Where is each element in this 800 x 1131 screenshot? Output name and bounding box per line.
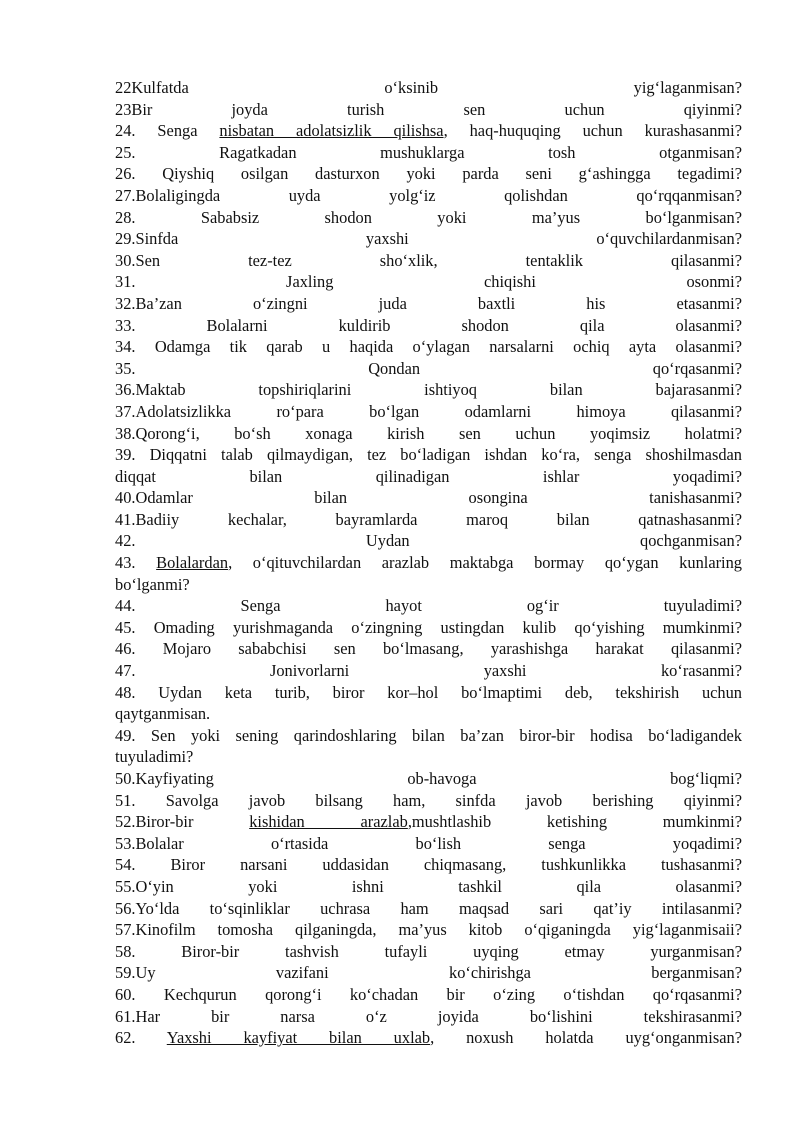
line-text-before: 62.: [115, 1028, 167, 1048]
line-text-after: , noxush holatda uyg‘onganmisan?: [430, 1028, 742, 1048]
text-line: 36.Maktab topshiriqlarini ishtiyoq bilan bajarasanmi?: [115, 380, 742, 400]
line-text-after: , haq-huquqing uchun kurashasanmi?: [443, 121, 742, 141]
text-line: 35. Qondan qo‘rqasanmi?: [115, 358, 742, 378]
text-line: 34. Odamga tik qarab u haqida o‘ylagan narsalarni ochiq ayta olasanmi?: [115, 337, 742, 357]
text-line: 27.Bolaligingda uyda yolg‘iz qolishdan qo‘rqqanmisan?: [115, 185, 742, 205]
text-line: 49. Sen yoki sening qarindoshlaring bilan ba’zan biror-bir hodisa bo‘ladigandek: [115, 725, 742, 745]
line-text-after: , o‘qituvchilardan arazlab maktabga bormay qo‘ygan kunlaring: [228, 553, 742, 573]
text-line: 50.Kayfiyating ob-havoga bog‘liqmi?: [115, 769, 742, 788]
text-line: bo‘lganmi?: [115, 574, 190, 594]
text-line: tuyuladimi?: [115, 747, 194, 767]
underlined-text: kishidan arazlab: [249, 812, 408, 832]
text-line: 59.Uy vazifani ko‘chirishga berganmisan?: [115, 963, 742, 983]
text-line: 48. Uydan keta turib, biror kor–hol bo‘lmaptimi deb, tekshirish uchun: [115, 682, 742, 702]
underlined-text: Yaxshi kayfiyat bilan uxlab: [166, 1028, 431, 1048]
underlined-text: Bolalardan: [156, 553, 229, 573]
text-line: 39. Diqqatni talab qilmaydigan, tez bo‘ladigan ishdan ko‘ra, senga shoshilmasdan: [115, 445, 742, 465]
text-line: 47. Jonivorlarni yaxshi ko‘rasanmi?: [115, 661, 742, 681]
text-line: 46. Mojaro sababchisi sen bo‘lmasang, yarashishga harakat qilasanmi?: [115, 639, 742, 659]
text-line: 37.Adolatsizlikka ro‘para bo‘lgan odamlarni himoya qilasanmi?: [115, 401, 742, 421]
text-line: 57.Kinofilm tomosha qilganingda, ma’yus kitob o‘qiganingda yig‘laganmisaii?: [115, 920, 742, 940]
text-line: 51. Savolga javob bilsang ham, sinfda javob berishing qiyinmi?: [115, 790, 742, 810]
text-line: 40.Odamlar bilan osongina tanishasanmi?: [115, 488, 742, 508]
text-line: [115, 1027, 742, 1049]
text-line: 23Bir joyda turish sen uchun qiyinmi?: [115, 99, 742, 119]
line-text-before: 43.: [115, 553, 157, 573]
text-line: 25. Ragatkadan mushuklarga tosh otganmisan?: [115, 142, 742, 162]
text-line: 42. Uydan qochganmisan?: [115, 531, 742, 551]
text-line: 26. Qiyshiq osilgan dasturxon yoki parda seni g‘ashingga tegadimi?: [115, 164, 742, 184]
text-line: 44. Senga hayot og‘ir tuyuladimi?: [115, 596, 742, 616]
line-text-before: 24. Senga: [115, 121, 220, 141]
text-line: [115, 552, 742, 574]
text-line: 55.O‘yin yoki ishni tashkil qila olasanmi?: [115, 876, 742, 896]
text-line: 30.Sen tez-tez sho‘xlik, tentaklik qilasanmi?: [115, 250, 742, 270]
line-text-before: 52.Biror-bir: [115, 812, 250, 832]
line-text-after: ,mushtlashib ketishing mumkinmi?: [407, 812, 742, 832]
text-line: 28. Sababsiz shodon yoki ma’yus bo‘lganmisan?: [115, 207, 742, 227]
text-line: 61.Har bir narsa o‘z joyida bo‘lishini tekshirasanmi?: [115, 1006, 742, 1026]
text-line: 22Kulfatda o‘ksinib yig‘laganmisan?: [115, 78, 742, 97]
text-line: 41.Badiiy kechalar, bayramlarda maroq bilan qatnashasanmi?: [115, 509, 742, 529]
text-line: [115, 120, 742, 142]
text-line: [115, 811, 742, 833]
text-line: 29.Sinfda yaxshi o‘quvchilardanmisan?: [115, 229, 742, 249]
underlined-text: nisbatan adolatsizlik qilishsa: [219, 121, 444, 141]
text-line: 58. Biror-bir tashvish tufayli uyqing etmay yurganmisan?: [115, 941, 742, 961]
text-line: qaytganmisan.: [115, 704, 211, 724]
text-line: 54. Biror narsani uddasidan chiqmasang, tushkunlikka tushasanmi?: [115, 855, 742, 875]
text-line: 56.Yo‘lda to‘sqinliklar uchrasa ham maqsad sari qat’iy intilasanmi?: [115, 898, 742, 918]
text-line: 33. Bolalarni kuldirib shodon qila olasanmi?: [115, 315, 742, 335]
text-line: 31. Jaxling chiqishi osonmi?: [115, 272, 742, 292]
text-line: 45. Omading yurishmaganda o‘zingning ustingdan kulib qo‘yishing mumkinmi?: [115, 617, 742, 637]
text-line: 32.Ba’zan o‘zingni juda baxtli his etasanmi?: [115, 293, 742, 313]
text-line: 53.Bolalar o‘rtasida bo‘lish senga yoqadimi?: [115, 833, 742, 853]
document-page: [115, 77, 742, 1049]
text-line: 60. Kechqurun qorong‘i ko‘chadan bir o‘zing o‘tishdan qo‘rqasanmi?: [115, 984, 742, 1004]
text-line: 38.Qorong‘i, bo‘sh xonaga kirish sen uchun yoqimsiz holatmi?: [115, 423, 742, 443]
text-line: diqqat bilan qilinadigan ishlar yoqadimi?: [115, 466, 742, 486]
